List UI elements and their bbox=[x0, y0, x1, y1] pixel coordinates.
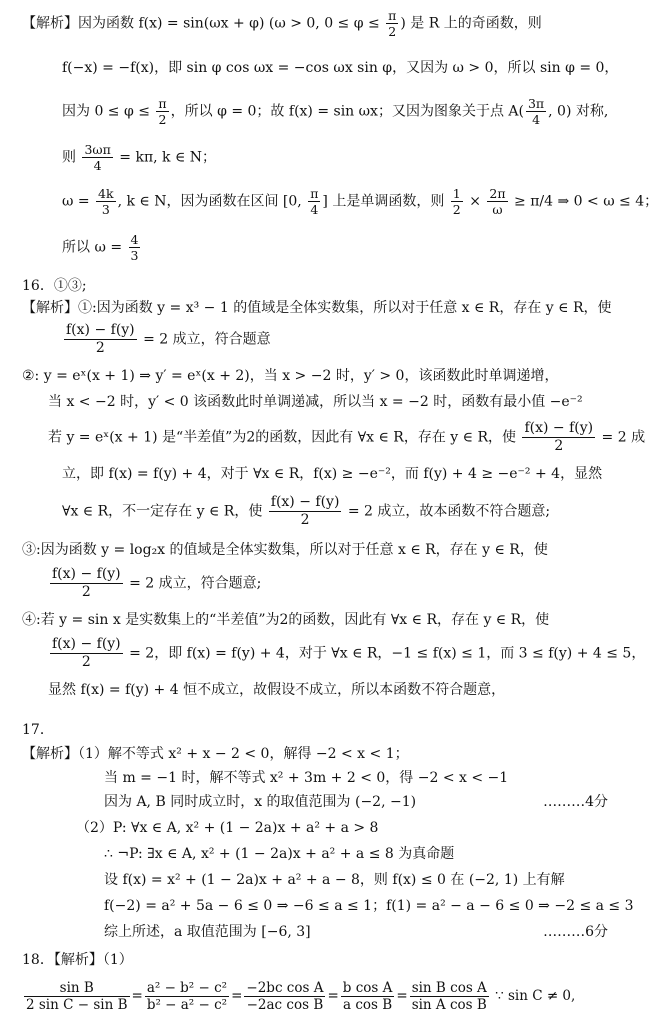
fraction bbox=[451, 186, 463, 217]
p15-line-5 bbox=[62, 186, 658, 217]
p17-heading: 17． bbox=[22, 722, 54, 738]
fraction bbox=[129, 232, 141, 263]
fraction bbox=[50, 636, 123, 671]
p16-heading: 16．①③; bbox=[22, 278, 87, 294]
denominator: 2 bbox=[81, 653, 91, 670]
denominator: 2 bbox=[95, 339, 105, 356]
denominator: b² − a² − c² bbox=[146, 997, 228, 1014]
fraction bbox=[341, 980, 395, 1013]
score-mark-6: ………6分 bbox=[543, 924, 608, 940]
numerator: 4 bbox=[130, 232, 139, 247]
fraction bbox=[308, 186, 320, 217]
denominator: 2 bbox=[452, 202, 461, 217]
p16-line-10: ④:若 y = sin x 是实数集上的“半差值”为2的函数，因此有 ∀x ∈ R，存在 y ∈ R，使 bbox=[22, 612, 550, 628]
p16-line-4: 当 x < −2 时，y′ < 0 该函数此时单调递减，所以当 x = −2 时，函数有最小值 −e⁻² bbox=[48, 394, 583, 410]
p15-line-1 bbox=[22, 8, 542, 39]
text: = 2 成 bbox=[597, 429, 646, 446]
text: ω = bbox=[62, 193, 95, 210]
p17-line-2: 当 m = −1 时，解不等式 x² + 3m + 2 < 0，得 −2 < x < −1 bbox=[104, 770, 509, 786]
text: = 2，即 f(x) = f(y) + 4，对于 ∀x ∈ R，−1 ≤ f(x) ≤ 1，而 3 ≤ f(y) + 4 ≤ 5， bbox=[124, 645, 646, 662]
numerator: f(x) − f(y) bbox=[52, 566, 121, 582]
denominator: 2 bbox=[81, 583, 91, 600]
denominator: 2 bbox=[300, 511, 310, 528]
fraction bbox=[145, 980, 229, 1013]
fraction bbox=[156, 96, 168, 127]
p15-line-6 bbox=[62, 232, 142, 263]
denominator: 2 sin C − sin B bbox=[26, 997, 128, 1014]
numerator: f(x) − f(y) bbox=[52, 636, 121, 652]
denominator: −2ac cos B bbox=[246, 997, 324, 1014]
denominator: 3 bbox=[130, 248, 139, 263]
text: × bbox=[464, 193, 486, 210]
fraction bbox=[82, 142, 112, 173]
fraction bbox=[386, 8, 398, 39]
p17-line-1: 【解析】（1）解不等式 x² + x − 2 < 0，解得 −2 < x < 1； bbox=[22, 746, 409, 762]
denominator: 2 bbox=[158, 112, 167, 127]
score-mark-4: ………4分 bbox=[543, 794, 608, 810]
p16-line-2 bbox=[62, 322, 271, 357]
p16-line-1: 【解析】①:因为函数 y = x³ − 1 的值域是全体实数集，所以对于任意 x ∈ R，存在 y ∈ R，使 bbox=[22, 300, 612, 316]
p18-heading: 18．【解析】（1） bbox=[22, 952, 133, 968]
p18-line-1: $\frac{\text{sin B}}{\text{2 sin C − sin B}}$ = $\frac{\text{a² − b² − c²}}{\text{b² − a² − c²}}$ = $\frac{\text{−2bc cos A}}{\text{−2ac cos B}}$ = $\frac{\text{b cos A}}{\text{a cos B}}$ = $\frac{\text{sin B cos A}}{\text{sin A cos B}}$ ∵ sin C ≠ 0, bbox=[26, 980, 576, 1014]
text: = 2 成立，故本函数不符合题意; bbox=[343, 503, 551, 520]
numerator: 1 bbox=[452, 186, 461, 201]
numerator: sin B cos A bbox=[411, 980, 487, 996]
fraction bbox=[96, 186, 116, 217]
text: ∵ sin C ≠ 0, bbox=[490, 988, 576, 1005]
text: , k ∈ N，因为函数在区间 [0, bbox=[117, 193, 307, 210]
numerator: 4k bbox=[98, 186, 114, 201]
fraction bbox=[64, 322, 137, 357]
numerator: 3π bbox=[527, 96, 545, 111]
denominator: 2 bbox=[388, 24, 397, 39]
p16-line-3: ②: y = eˣ(x + 1) ⇒ y′ = eˣ(x + 2)，当 x > −2 时，y′ > 0，该函数此时单调递增， bbox=[22, 368, 559, 384]
p17-line-5: ∴ ¬P: ∃x ∈ A, x² + (1 − 2a)x + a² + a ≤ 8 为真命题 bbox=[104, 846, 455, 862]
text: ≥ π/4 ⇒ 0 < ω ≤ 4； bbox=[509, 193, 659, 210]
numerator: f(x) − f(y) bbox=[66, 322, 135, 338]
p15-line-2: f(−x) = −f(x)，即 sin φ cos ωx = −cos ωx sin φ，又因为 ω > 0，所以 sin φ = 0， bbox=[62, 60, 619, 76]
fraction bbox=[24, 980, 130, 1013]
text: = kπ, k ∈ N； bbox=[114, 149, 217, 166]
fraction bbox=[526, 96, 546, 127]
text: ) 是 R 上的奇函数，则 bbox=[400, 15, 542, 32]
text: = 2 成立，符合题意 bbox=[138, 331, 271, 348]
fraction bbox=[50, 566, 123, 601]
text: 因为 A, B 同时成立时，x 的取值范围为 (−2, −1) bbox=[104, 794, 417, 810]
fraction bbox=[410, 980, 489, 1013]
fraction bbox=[244, 980, 325, 1013]
fraction bbox=[487, 186, 507, 217]
numerator: f(x) − f(y) bbox=[270, 494, 340, 510]
p16-line-5 bbox=[48, 420, 645, 455]
numerator: 2π bbox=[489, 186, 506, 201]
text: ，所以 φ = 0；故 f(x) = sin ωx；又因为图象关于点 A( bbox=[170, 103, 524, 120]
p17-line-8 bbox=[104, 924, 311, 941]
p16-line-11 bbox=[48, 636, 645, 671]
denominator: 3 bbox=[101, 202, 110, 217]
numerator: a² − b² − c² bbox=[146, 980, 228, 996]
p16-line-6: 立，即 f(x) = f(y) + 4，对于 ∀x ∈ R，f(x) ≥ −e⁻²，而 f(y) + 4 ≥ −e⁻² + 4，显然 bbox=[62, 466, 603, 482]
text: 综上所述，a 取值范围为 [−6, 3] bbox=[104, 924, 311, 940]
p16-line-7 bbox=[62, 494, 550, 529]
numerator: f(x) − f(y) bbox=[524, 420, 594, 436]
p16-line-12: 显然 f(x) = f(y) + 4 恒不成立，故假设不成立，所以本函数不符合题意， bbox=[48, 682, 506, 698]
numerator: π bbox=[388, 8, 397, 23]
p17-line-7: f(−2) = a² + 5a − 6 ≤ 0 ⇒ −6 ≤ a ≤ 1；f(1) = a² − a − 6 ≤ 0 ⇒ −2 ≤ a ≤ 3 bbox=[104, 898, 634, 914]
text: = 2 成立，符合题意; bbox=[124, 575, 262, 592]
p17-line-6: 设 f(x) = x² + (1 − 2a)x + a² + a − 8，则 f(x) ≤ 0 在 (−2, 1) 上有解 bbox=[104, 872, 565, 888]
numerator: b cos A bbox=[342, 980, 393, 996]
denominator: 2 bbox=[554, 437, 564, 454]
p17-line-4: （2）P: ∀x ∈ A, x² + (1 − 2a)x + a² + a > 8 bbox=[76, 820, 379, 836]
text: 因为 0 ≤ φ ≤ bbox=[62, 103, 155, 120]
denominator: sin A cos B bbox=[411, 997, 487, 1014]
p16-line-8: ③:因为函数 y = log₂x 的值域是全体实数集，所以对于任意 x ∈ R，存在 y ∈ R，使 bbox=[22, 542, 548, 558]
numerator: sin B bbox=[24, 980, 130, 997]
p17-line-3 bbox=[104, 794, 416, 811]
text: ∀x ∈ R，不一定存在 y ∈ R，使 bbox=[62, 503, 267, 520]
p15-line-4 bbox=[62, 142, 216, 173]
numerator: π bbox=[310, 186, 319, 201]
numerator: π bbox=[158, 96, 167, 111]
text: , 0) 对称, bbox=[548, 103, 609, 120]
fraction bbox=[522, 420, 595, 455]
numerator: 3ωπ bbox=[84, 142, 111, 157]
denominator: ω bbox=[492, 202, 503, 217]
text: 【解析】因为函数 f(x) = sin(ωx + φ) (ω > 0, 0 ≤ φ ≤ bbox=[22, 15, 385, 32]
denominator: a cos B bbox=[342, 997, 393, 1014]
text: 则 bbox=[62, 149, 81, 166]
fraction bbox=[269, 494, 342, 529]
p15-line-3 bbox=[62, 96, 608, 127]
text: 所以 ω = bbox=[62, 239, 127, 256]
numerator: −2bc cos A bbox=[246, 980, 324, 996]
text: 若 y = eˣ(x + 1) 是“半差值”为2的函数，因此有 ∀x ∈ R，存在 y ∈ R，使 bbox=[48, 429, 521, 446]
denominator: 4 bbox=[310, 202, 319, 217]
p16-line-9 bbox=[48, 566, 261, 601]
denominator: 4 bbox=[532, 112, 541, 127]
text: ] 上是单调函数，则 bbox=[322, 193, 449, 210]
denominator: 4 bbox=[93, 158, 102, 173]
